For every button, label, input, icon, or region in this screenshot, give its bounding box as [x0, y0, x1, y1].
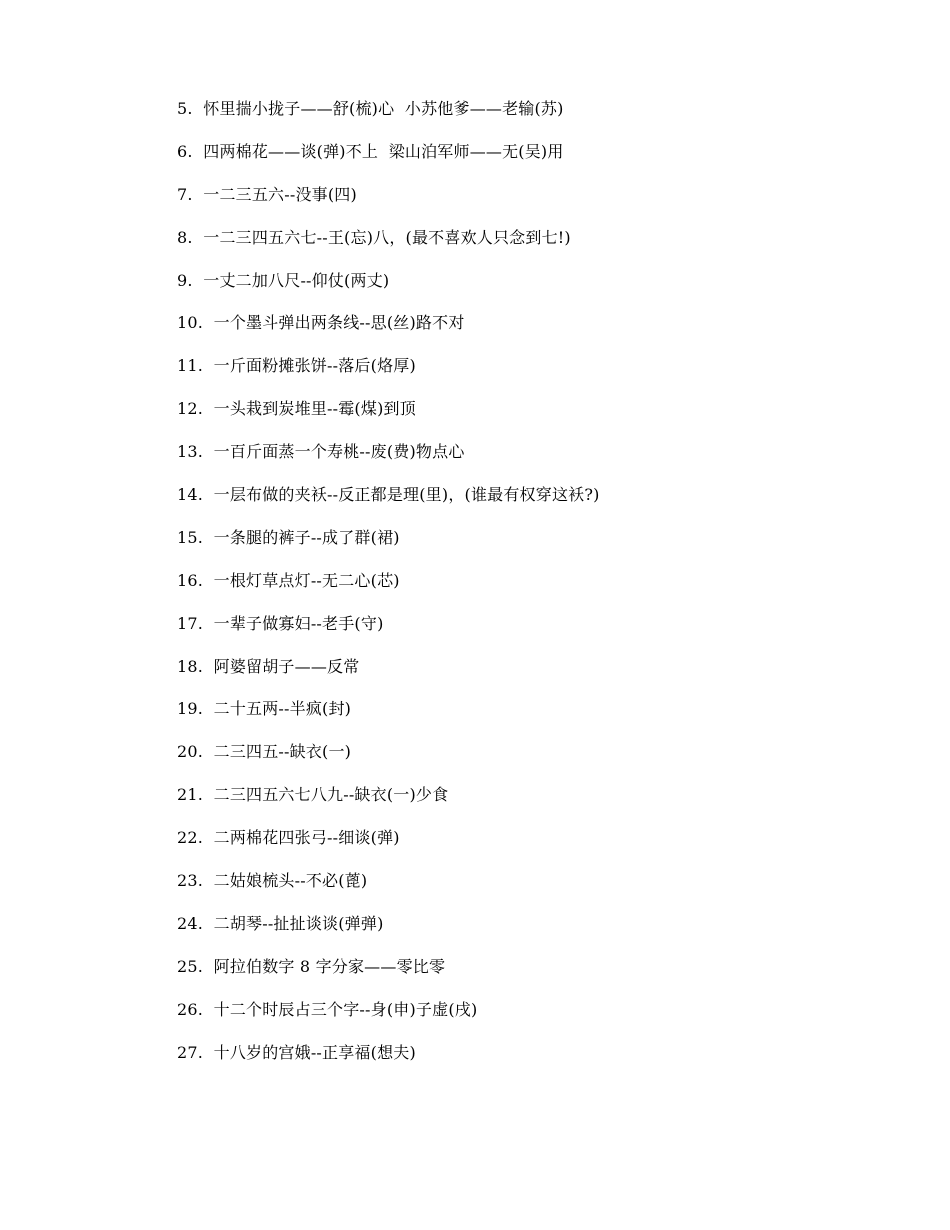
list-item: 21. 二三四五六七八九--缺衣(一)少食	[177, 785, 449, 805]
list-item: 13. 一百斤面蒸一个寿桃--废(费)物点心	[177, 442, 465, 462]
list-item: 10. 一个墨斗弹出两条线--思(丝)路不对	[177, 313, 465, 333]
list-item: 6. 四两棉花——谈(弹)不上 梁山泊军师——无(吴)用	[177, 141, 564, 161]
list-item: 14. 一层布做的夹袄--反正都是理(里)，(谁最有权穿这袄?)	[177, 485, 600, 505]
list-item: 22. 二两棉花四张弓--细谈(弹)	[177, 828, 400, 848]
list-item: 26. 十二个时辰占三个字--身(申)子虚(戌)	[177, 999, 478, 1019]
list-item: 16. 一根灯草点灯--无二心(芯)	[177, 570, 400, 590]
list-item: 25. 阿拉伯数字 8 字分家——零比零	[177, 956, 446, 976]
list-item: 12. 一头栽到炭堆里--霉(煤)到顶	[177, 399, 416, 419]
list-item: 20. 二三四五--缺衣(一)	[177, 742, 352, 762]
list-item: 24. 二胡琴--扯扯谈谈(弹弹)	[177, 913, 384, 933]
list-item: 17. 一辈子做寡妇--老手(守)	[177, 613, 384, 633]
list-item: 23. 二姑娘梳头--不必(蓖)	[177, 871, 368, 891]
list-item: 11. 一斤面粉摊张饼--落后(烙厚)	[177, 356, 416, 376]
riddle-list	[177, 96, 600, 1082]
list-item: 27. 十八岁的宫娥--正享福(想夫)	[177, 1042, 416, 1062]
list-item: 5. 怀里揣小拢子——舒(梳)心 小苏他爹——老输(苏)	[177, 99, 564, 118]
list-item: 15. 一条腿的裤子--成了群(裙)	[177, 527, 400, 547]
list-item: 7. 一二三五六--没事(四)	[177, 184, 357, 204]
list-item: 8. 一二三四五六七--王(忘)八，(最不喜欢人只念到七!)	[177, 227, 571, 247]
list-item: 9. 一丈二加八尺--仰仗(两丈)	[177, 270, 390, 290]
list-item: 18. 阿婆留胡子——反常	[177, 656, 360, 676]
list-item: 19. 二十五两--半疯(封)	[177, 699, 352, 719]
